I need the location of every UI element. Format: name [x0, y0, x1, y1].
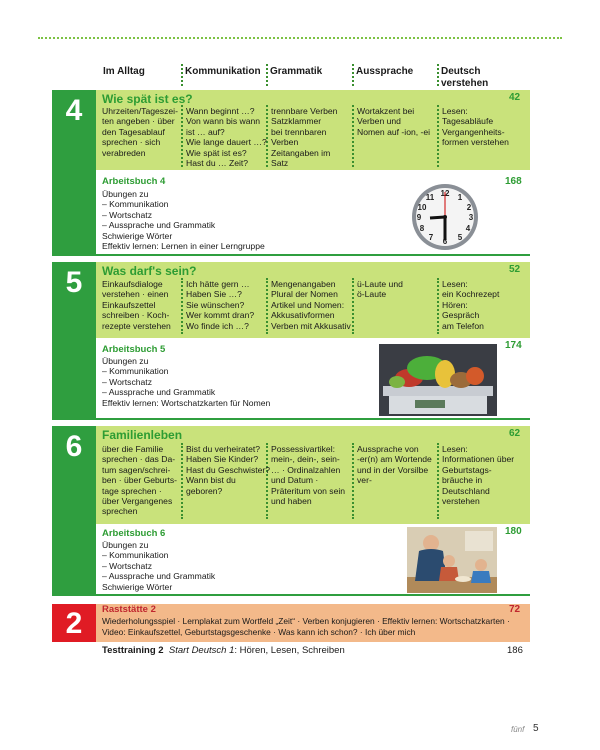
arbeitsbuch-5-title[interactable]: Arbeitsbuch 5 [102, 344, 166, 355]
raststaette-number: 2 [65, 607, 83, 640]
lesson-4-bottom-border [96, 254, 530, 256]
testtraining-label: Testtraining 2 [102, 645, 164, 656]
arbeitsbuch-4-contents: Übungen zu – Kommunikation – Wortschatz – Aussprache und Grammatik Schwierige Wörter Effektiv lernen: Lernen in einer Lerngruppe [102, 189, 265, 252]
svg-text:1: 1 [457, 193, 463, 202]
lesson-6-alltag: über die Familie sprechen · das Da- tum sagen/schrei- ben · über Geburts- tage sprechen · über Vergangenes sprechen [102, 444, 177, 517]
svg-text:12: 12 [440, 189, 450, 198]
lesson-5-grammatik: Mengenangaben Plural der Nomen Artikel und Nomen: Akkusativformen Verben mit Akkusativ [271, 279, 351, 331]
lesson-6-grammatik: Possessivartikel: mein-, dein-, sein- … · Ordinalzahlen und Datum · Präteritum von sein und haben [271, 444, 346, 507]
header-aussprache: Aussprache [356, 66, 414, 77]
column-separator [437, 443, 439, 519]
lesson-number: 4 [65, 94, 83, 127]
svg-text:4: 4 [465, 224, 471, 233]
lesson-6-bottom-border [96, 594, 530, 596]
lesson-6-number-block [52, 426, 96, 596]
vegetables-scale-illustration [379, 344, 497, 416]
column-separator [181, 278, 183, 334]
header-deutsch-verstehen: Deutsch verstehen [441, 66, 489, 89]
header-separator [266, 64, 268, 86]
lesson-6-page: 62 [509, 428, 521, 439]
lesson-4-kommunikation: Wann beginnt …? Von wann bis wann ist … auf? Wie lange dauert …? Wie spät ist es? Hast du … Zeit? [186, 106, 267, 169]
column-separator [352, 105, 354, 167]
raststaette-title[interactable]: Raststätte 2 [102, 604, 156, 615]
lesson-4-page: 42 [509, 92, 521, 103]
column-separator [437, 105, 439, 167]
header-separator [437, 64, 439, 86]
arbeitsbuch-6-title[interactable]: Arbeitsbuch 6 [102, 528, 166, 539]
lesson-5-kommunikation: Ich hätte gern … Haben Sie …? Sie wünschen? Wer kommt dran? Wo finde ich …? [186, 279, 255, 331]
header-im-alltag: Im Alltag [103, 66, 145, 77]
svg-text:11: 11 [425, 193, 435, 202]
column-separator [352, 443, 354, 519]
arbeitsbuch-6-page: 180 [505, 526, 522, 537]
header-kommunikation: Kommunikation [185, 66, 261, 77]
svg-text:7: 7 [428, 233, 434, 242]
lesson-6-kommunikation: Bist du verheiratet? Haben Sie Kinder? Hast du Geschwister? Wann bist du geboren? [186, 444, 271, 496]
header-separator [352, 64, 354, 86]
svg-text:9: 9 [416, 213, 422, 222]
lesson-4-number-block [52, 90, 96, 256]
testtraining-page: 186 [507, 645, 523, 656]
lesson-6-verstehen: Lesen: Informationen über Geburtstags- bräuche in Deutschland verstehen [442, 444, 515, 507]
svg-text:2: 2 [466, 203, 472, 212]
arbeitsbuch-4-title[interactable]: Arbeitsbuch 4 [102, 176, 166, 187]
lesson-5-page: 52 [509, 264, 521, 275]
clock-illustration [408, 182, 482, 252]
raststaette-line-1: Wiederholungsspiel · Lernplakat zum Wortfeld „Zeit“ · Verben konjugieren · Effektiv lernen: Wortschatzkarten · [102, 616, 510, 626]
lesson-6-aussprache: Aussprache von -er(n) am Wortende und in der Vorsilbe ver- [357, 444, 432, 486]
svg-text:6: 6 [442, 237, 448, 246]
raststaette-line-2: Video: Einkaufszettel, Geburtstagsgeschenke · Was kann ich schon? · Ich über mich [102, 627, 416, 637]
svg-text:5: 5 [457, 233, 463, 242]
top-dotted-rule [38, 37, 562, 39]
header-separator [181, 64, 183, 86]
lesson-4-aussprache: Wortakzent bei Verben und Nomen auf -ion, -ei [357, 106, 431, 137]
column-separator [266, 278, 268, 334]
family-illustration [407, 527, 497, 593]
lesson-4-alltag: Uhrzeiten/Tageszei- ten angeben · über den Tagesablauf sprechen · sich verabreden [102, 106, 178, 158]
svg-text:3: 3 [468, 213, 474, 222]
lesson-5-aussprache: ü-Laute und ö-Laute [357, 279, 403, 300]
lesson-4-grammatik: trennbare Verben Satzklammer bei trennbaren Verben Zeitangaben im Satz [271, 106, 338, 169]
footer-word: fünf [511, 725, 525, 734]
arbeitsbuch-4-page: 168 [505, 176, 522, 187]
lesson-number: 5 [65, 266, 83, 299]
column-separator [181, 443, 183, 519]
lesson-5-bottom-border [96, 418, 530, 420]
svg-text:8: 8 [419, 224, 425, 233]
lesson-4-verstehen: Lesen: Tagesabläufe Vergangenheits- formen verstehen [442, 106, 509, 148]
svg-text:10: 10 [417, 203, 427, 212]
lesson-5-verstehen: Lesen: ein Kochrezept Hören: Gespräch am Telefon [442, 279, 500, 331]
raststaette-page: 72 [509, 604, 521, 615]
raststaette-number-block [52, 604, 96, 642]
header-grammatik: Grammatik [270, 66, 323, 77]
lesson-number: 6 [65, 430, 83, 463]
arbeitsbuch-5-page: 174 [505, 340, 522, 351]
lesson-5-alltag: Einkaufsdialoge verstehen · einen Einkaufszettel schreiben · Koch- rezepte verstehen [102, 279, 171, 331]
testtraining-rest: : Hören, Lesen, Schreiben [234, 645, 345, 656]
arbeitsbuch-6-contents: Übungen zu – Kommunikation – Wortschatz – Aussprache und Grammatik Schwierige Wörter [102, 540, 216, 592]
testtraining-italic: Start Deutsch 1 [168, 645, 235, 656]
column-separator [352, 278, 354, 334]
testtraining-line[interactable] [102, 645, 345, 657]
lesson-6-title[interactable]: Familienleben [102, 428, 183, 442]
column-separator [437, 278, 439, 334]
arbeitsbuch-5-contents: Übungen zu – Kommunikation – Wortschatz – Aussprache und Grammatik Effektiv lernen: Wortschatzkarten für Nomen [102, 356, 271, 408]
lesson-5-title[interactable]: Was darf's sein? [102, 264, 197, 278]
lesson-5-number-block [52, 262, 96, 420]
column-separator [181, 105, 183, 167]
footer-page-number: 5 [533, 723, 539, 734]
lesson-4-title[interactable]: Wie spät ist es? [102, 92, 193, 106]
